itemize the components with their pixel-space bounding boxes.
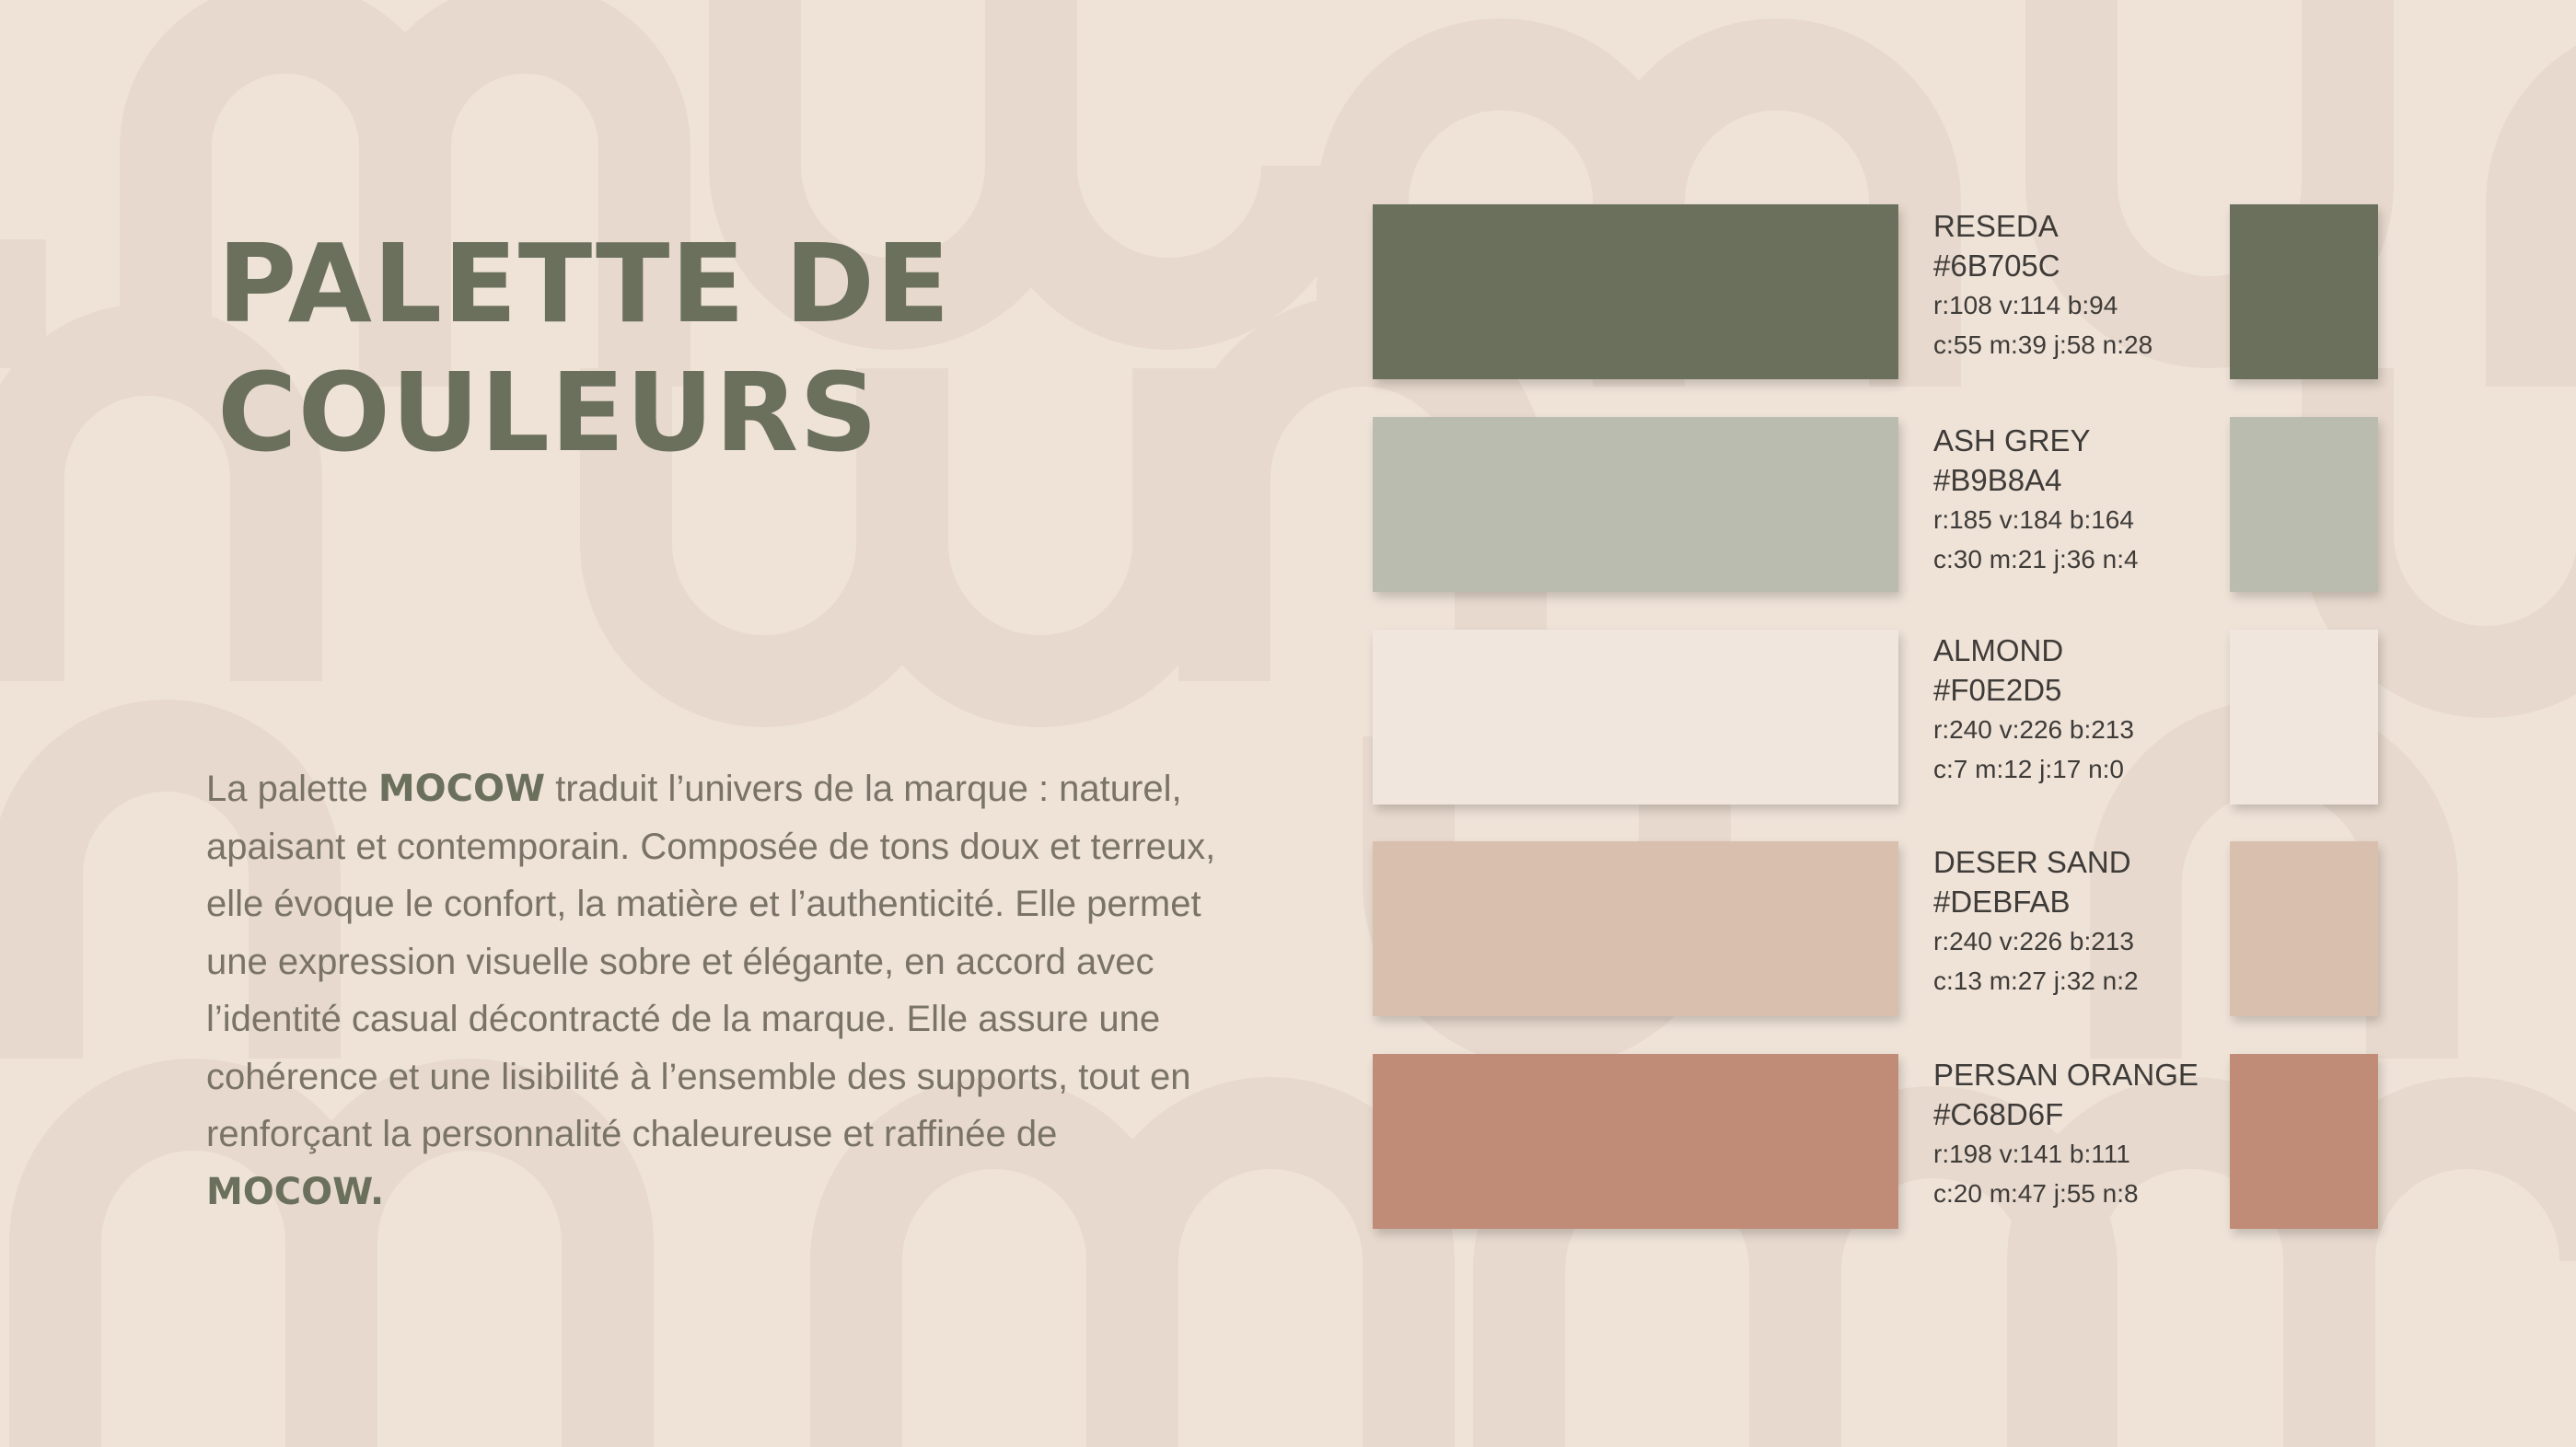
brand-name: MOCOW	[377, 768, 546, 810]
color-hex: #DEBFAB	[1933, 885, 2071, 919]
color-rgb: r:198 v:141 b:111	[1933, 1140, 2130, 1168]
title-line-2: COULEURS	[217, 349, 879, 476]
color-cmyk: c:20 m:47 j:55 n:8	[1933, 1179, 2139, 1208]
color-name: RESEDA	[1933, 209, 2059, 243]
color-info-reseda	[1933, 206, 2210, 365]
description-text-2: traduit l’univers de la marque : naturel, apaisant et contemporain. Composée de tons doux et terreux, elle évoque le confort, la matière et l’authenticité. Elle permet une expression visuelle sobre et élégante, en accord avec l’identité casual décontracté de la marque. Elle assure une cohérence et une lisibilité à l’ensemble des supports, tout en renforçant la personnalité chaleureuse et raffinée de	[206, 769, 1216, 1154]
color-rgb: r:240 v:226 b:213	[1933, 715, 2134, 744]
swatch-large-almond	[1373, 630, 1898, 805]
swatch-large-reseda	[1373, 204, 1898, 379]
color-name: PERSAN ORANGE	[1933, 1058, 2199, 1092]
color-cmyk: c:55 m:39 j:58 n:28	[1933, 330, 2153, 359]
color-info-almond	[1933, 631, 2210, 789]
color-hex: #6B705C	[1933, 249, 2060, 283]
swatch-small-deser-sand	[2230, 841, 2378, 1016]
color-info-ash-grey	[1933, 421, 2210, 579]
swatch-small-persan-orange	[2230, 1054, 2378, 1229]
swatch-large-ash-grey	[1373, 417, 1898, 592]
page-title	[217, 219, 951, 477]
color-info-persan-orange	[1933, 1055, 2210, 1213]
swatch-small-almond	[2230, 630, 2378, 805]
color-cmyk: c:13 m:27 j:32 n:2	[1933, 967, 2139, 995]
swatch-small-ash-grey	[2230, 417, 2378, 592]
title-line-1: PALETTE DE	[217, 220, 951, 347]
color-hex: #F0E2D5	[1933, 673, 2062, 707]
color-hex: #C68D6F	[1933, 1097, 2064, 1131]
color-name: ASH GREY	[1933, 423, 2091, 457]
color-rgb: r:185 v:184 b:164	[1933, 505, 2134, 534]
color-name: DESER SAND	[1933, 845, 2131, 879]
swatch-large-deser-sand	[1373, 841, 1898, 1016]
color-hex: #B9B8A4	[1933, 463, 2062, 497]
color-cmyk: c:30 m:21 j:36 n:4	[1933, 545, 2139, 573]
brand-name-closing: MOCOW.	[206, 1170, 385, 1213]
palette-description	[206, 760, 1237, 1221]
swatch-small-reseda	[2230, 204, 2378, 379]
color-rgb: r:240 v:226 b:213	[1933, 927, 2134, 955]
swatch-large-persan-orange	[1373, 1054, 1898, 1229]
color-cmyk: c:7 m:12 j:17 n:0	[1933, 755, 2125, 783]
color-rgb: r:108 v:114 b:94	[1933, 291, 2118, 319]
description-text-1: La palette	[206, 769, 378, 809]
color-name: ALMOND	[1933, 633, 2064, 667]
color-info-deser-sand	[1933, 842, 2210, 1001]
